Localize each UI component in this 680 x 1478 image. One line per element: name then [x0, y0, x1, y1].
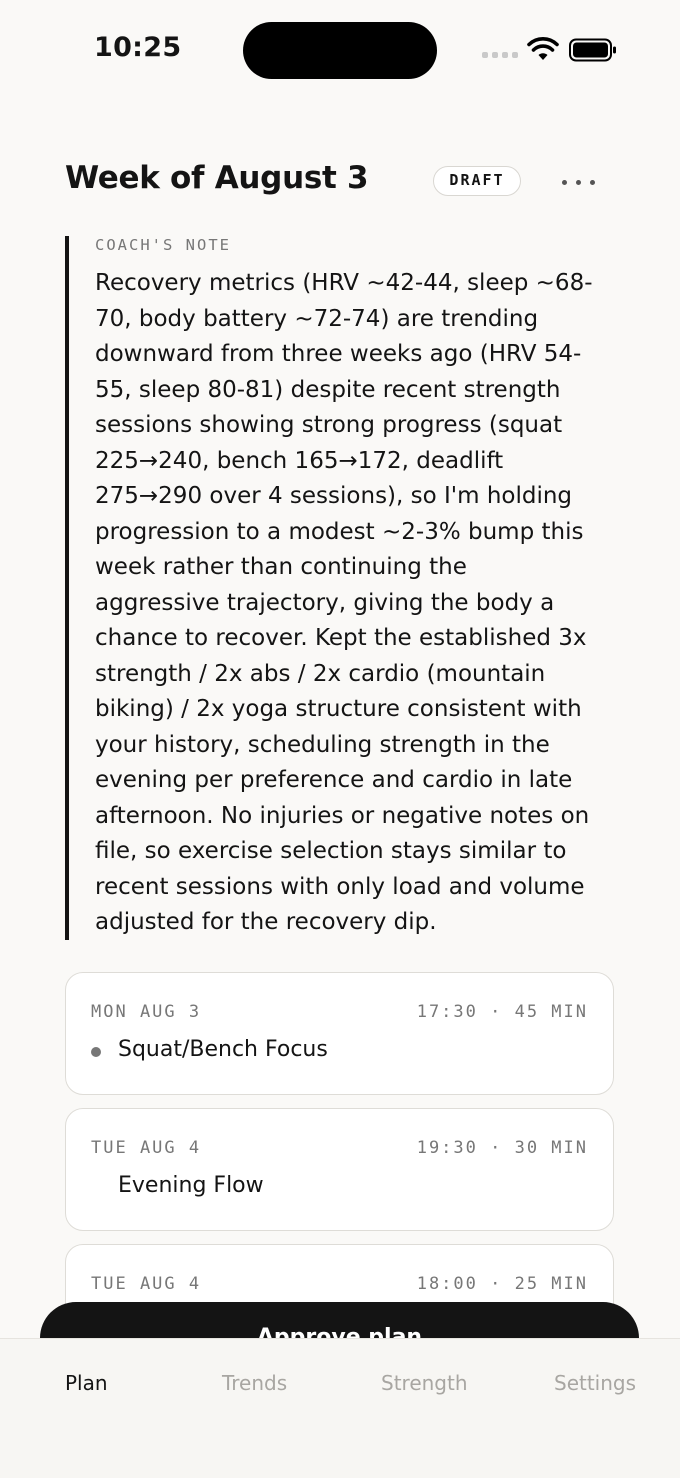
- more-dots-icon: [590, 180, 595, 185]
- coach-note: [65, 236, 595, 940]
- status-dot-icon: [91, 1047, 101, 1057]
- coach-note-text: Recovery metrics (HRV ~42-44, sleep ~68-70, body battery ~72-74) are trending downward from three weeks ago (HRV 54-55, sleep 80-81) despite recent strength sessions showing strong progress (squat 225→240, bench 165→172, deadlift 275→290 over 4 sessions), so I'm holding progression to a modest ~2-3% bump this week rather than continuing the aggressive trajectory, giving the body a chance to recover. Kept the established 3x strength / 2x abs / 2x cardio (mountain biking) / 2x yoga structure consistent with your history, scheduling strength in the evening per preference and cardio in late afternoon. No injuries or negative notes on file, so exercise selection stays similar to recent sessions with only load and volume adjusted for the recovery dip.: [95, 270, 593, 935]
- page-title: Week of August 3: [65, 160, 369, 196]
- tab-settings[interactable]: Settings: [554, 1371, 637, 1395]
- more-dots-icon: [576, 180, 581, 185]
- cellular-signal-icon: [482, 52, 518, 60]
- tab-bar: [0, 1338, 680, 1478]
- session-date: TUE AUG 4: [91, 1274, 202, 1294]
- status-time: 10:25: [94, 32, 182, 63]
- more-options-button[interactable]: [556, 168, 602, 196]
- session-name: Evening Flow: [118, 1173, 264, 1198]
- session-name: Squat/Bench Focus: [118, 1037, 328, 1062]
- more-dots-icon: [562, 180, 567, 185]
- status-bar: [0, 0, 680, 100]
- session-card[interactable]: [65, 1108, 614, 1231]
- session-date: MON AUG 3: [91, 1002, 202, 1022]
- session-time-duration: 18:00 · 25 MIN: [416, 1274, 588, 1294]
- session-date: TUE AUG 4: [91, 1138, 202, 1158]
- status-badge: DRAFT: [433, 166, 521, 196]
- battery-icon: [569, 38, 617, 62]
- dynamic-island: [243, 22, 437, 79]
- coach-note-label: COACH'S NOTE: [95, 236, 231, 254]
- tab-plan[interactable]: Plan: [65, 1371, 108, 1395]
- tab-trends[interactable]: Trends: [222, 1371, 288, 1395]
- session-time-duration: 19:30 · 30 MIN: [416, 1138, 588, 1158]
- session-time-duration: 17:30 · 45 MIN: [416, 1002, 588, 1022]
- tab-strength[interactable]: Strength: [381, 1371, 468, 1395]
- session-card[interactable]: [65, 972, 614, 1095]
- wifi-icon: [527, 36, 559, 62]
